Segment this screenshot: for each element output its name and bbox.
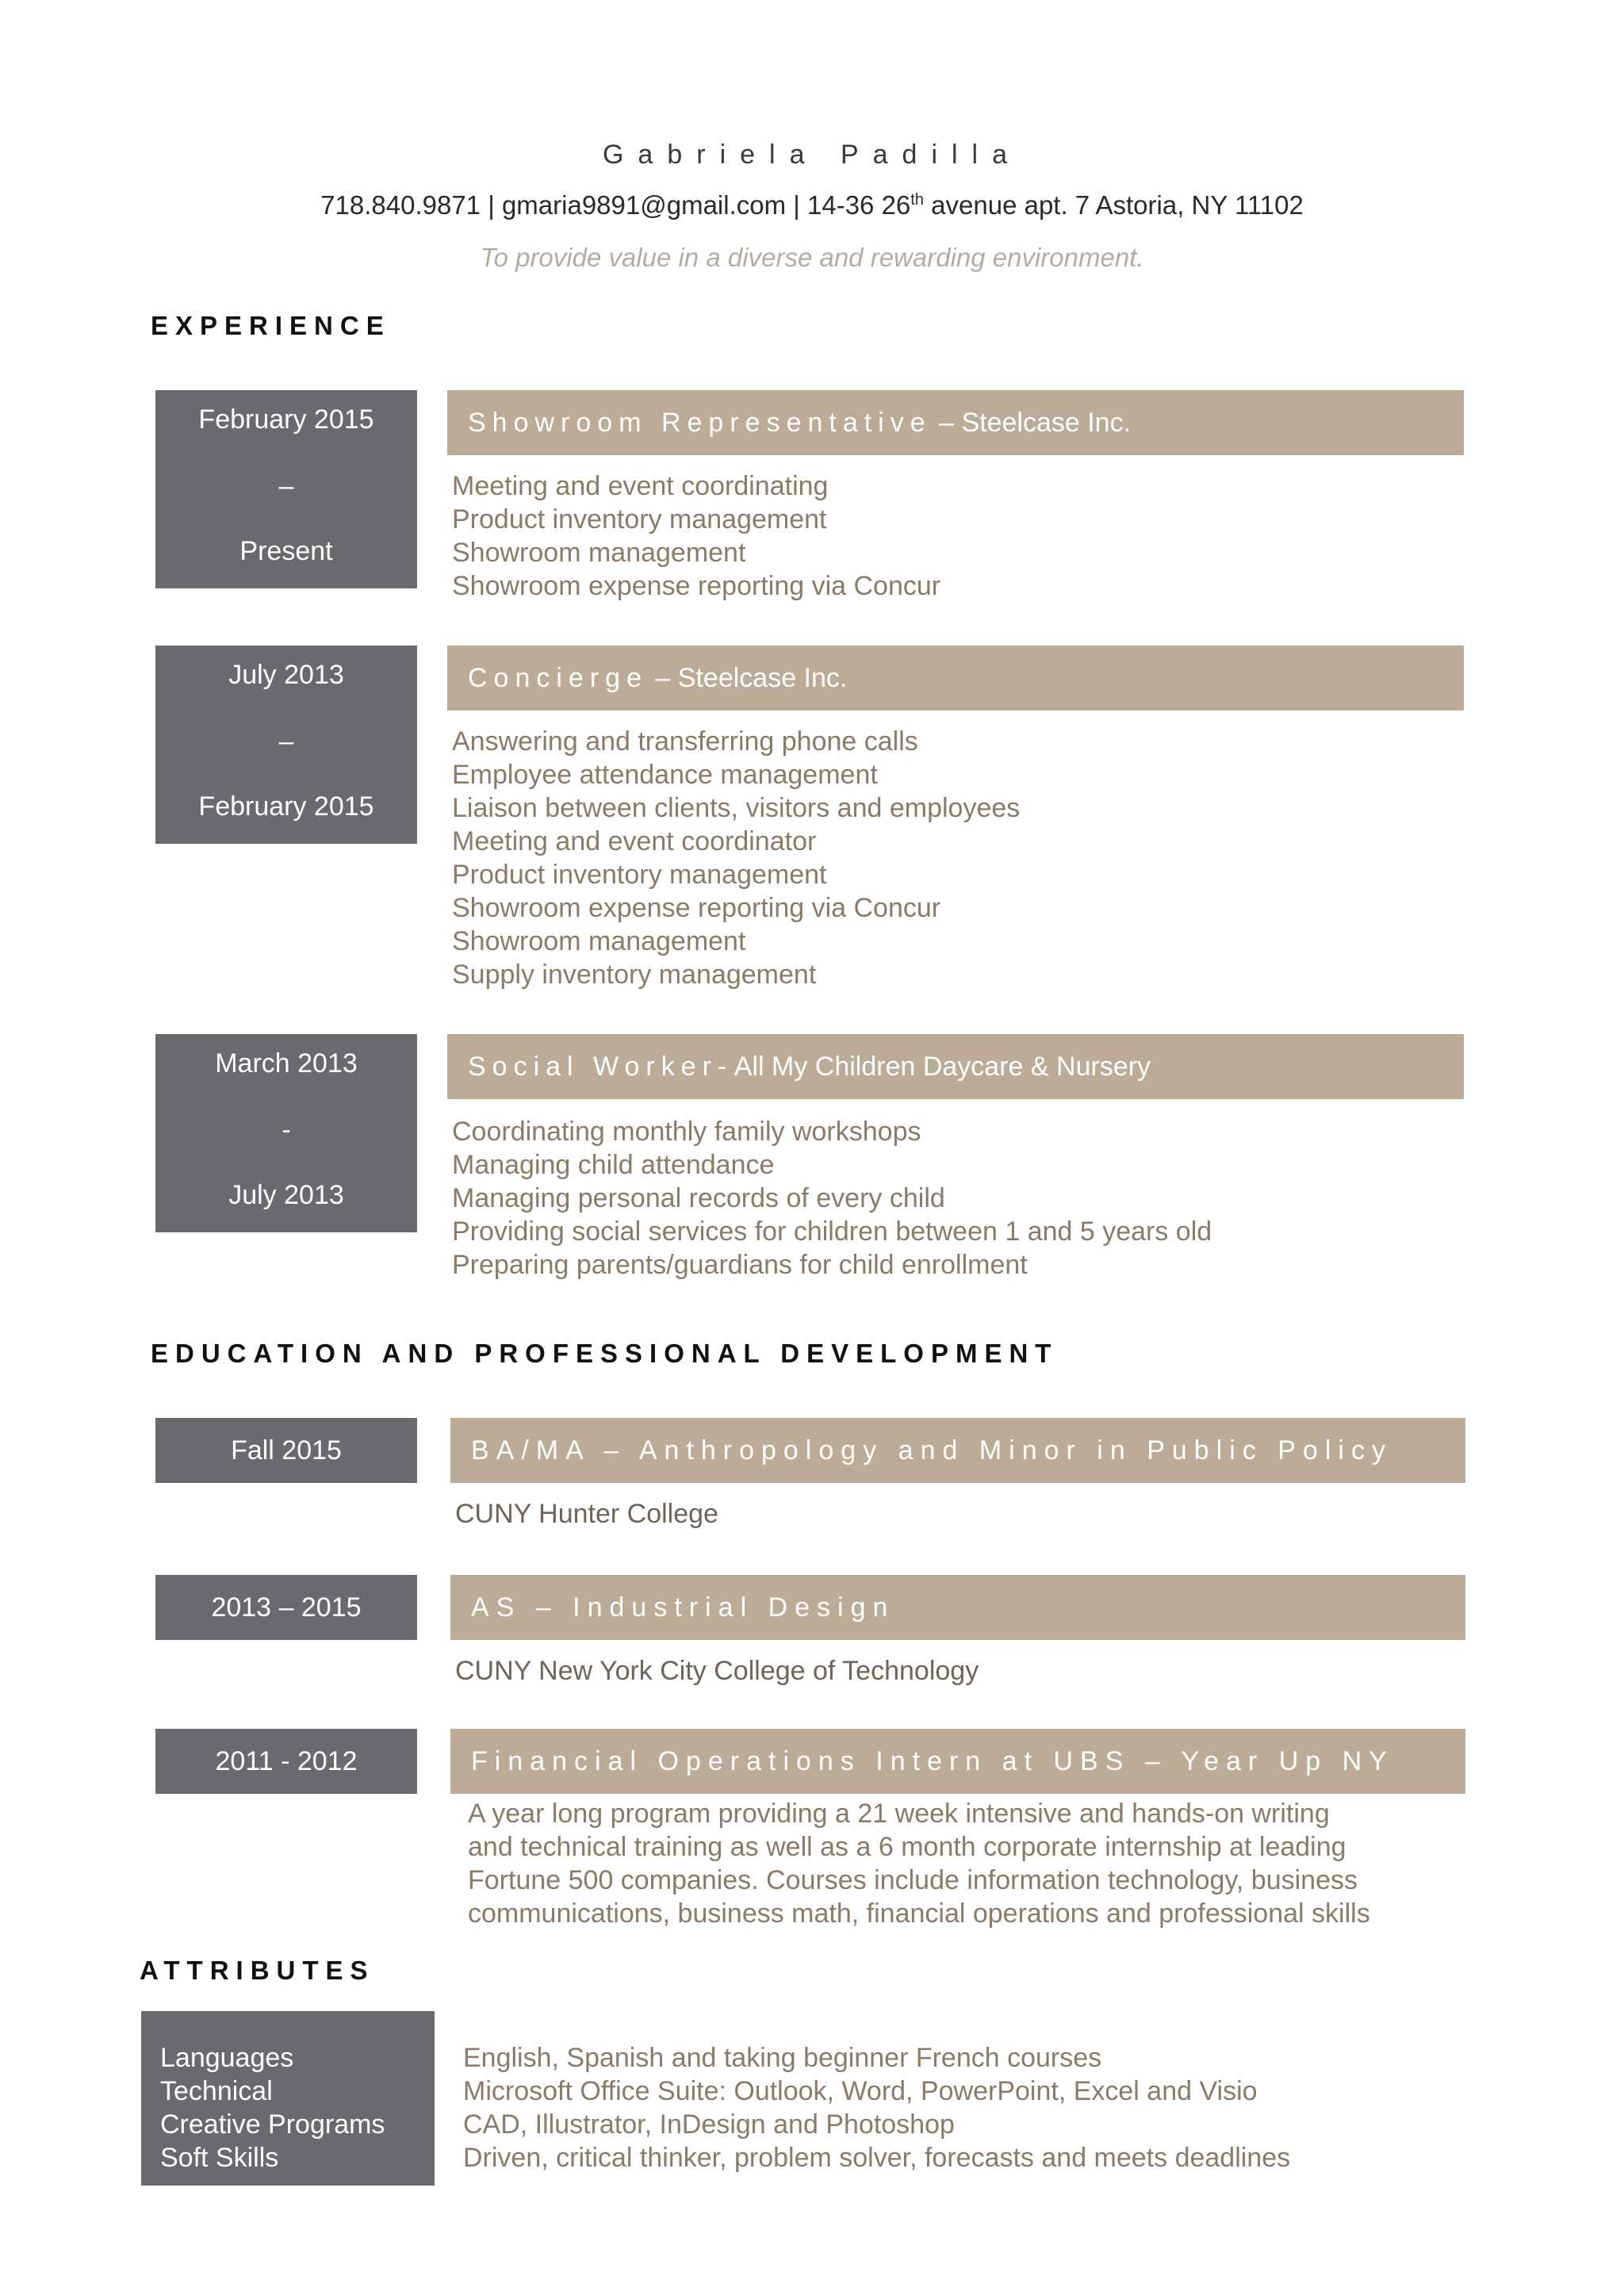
job-duty: Coordinating monthly family workshops [452, 1117, 921, 1147]
education-institution: CUNY Hunter College [455, 1499, 718, 1529]
contact-ordinal-suffix: th [910, 191, 924, 209]
description-line: A year long program providing a 21 week intensive and hands-on writing [468, 1799, 1330, 1829]
education-date: 2011 - 2012 [215, 1746, 358, 1776]
job-date-separator: – [278, 471, 294, 501]
objective-statement: To provide value in a diverse and rewarding environment. [480, 243, 1144, 272]
attribute-label: Soft Skills [160, 2143, 279, 2173]
job-duty: Showroom expense reporting via Concur [452, 893, 941, 923]
education-title-bar [450, 1729, 1465, 1794]
attribute-value: CAD, Illustrator, InDesign and Photoshop [463, 2109, 955, 2140]
job-title-separator: – [647, 662, 678, 693]
job-duty: Product inventory management [452, 504, 827, 534]
job-date-box [155, 390, 417, 588]
job-duty: Preparing parents/guardians for child enrollment [452, 1250, 1028, 1280]
job-title: Showroom Representative [468, 407, 932, 438]
job-date-end: February 2015 [198, 791, 374, 822]
education-date-box [155, 1418, 417, 1483]
job-duty: Liaison between clients, visitors and employees [452, 793, 1021, 823]
contact-phone-email-address: 718.840.9871 | gmaria9891@gmail.com | 14-36 26 [320, 190, 911, 220]
education-date: 2013 – 2015 [211, 1592, 362, 1623]
resume-name: Gabriela Padilla [602, 140, 1022, 170]
attributes-values [463, 2041, 1290, 2174]
contact-line [0, 190, 1624, 220]
job-duty: Managing personal records of every child [452, 1183, 945, 1213]
job-company: Steelcase Inc. [961, 407, 1132, 438]
job-duty: Answering and transferring phone calls [452, 726, 918, 757]
job-duties [452, 725, 1020, 991]
job-duty: Product inventory management [452, 860, 827, 890]
attribute-value: Driven, critical thinker, problem solver, forecasts and meets deadlines [463, 2143, 1291, 2173]
job-date-box [155, 1034, 417, 1232]
education-title: AS – Industrial Design [471, 1592, 895, 1623]
education-title: Financial Operations Intern at UBS – Year Up NY [471, 1745, 1394, 1776]
job-title: Concierge [468, 662, 648, 693]
job-title-bar [447, 390, 1464, 455]
job-date-start: July 2013 [228, 660, 344, 690]
job-duty: Meeting and event coordinating [452, 471, 829, 501]
education-description [468, 1797, 1370, 1930]
education-institution: CUNY New York City College of Technology [455, 1656, 979, 1686]
job-title-separator: – [931, 407, 962, 438]
job-date-box [155, 646, 417, 844]
job-date-start: February 2015 [198, 404, 374, 435]
education-title-bar [450, 1575, 1465, 1640]
attribute-value: English, Spanish and taking beginner French courses [463, 2043, 1102, 2073]
job-date-end: July 2013 [228, 1180, 344, 1210]
section-heading-experience: EXPERIENCE [151, 311, 391, 340]
job-title-bar [447, 646, 1464, 711]
description-line: Fortune 500 companies. Courses include information technology, business [468, 1865, 1358, 1895]
attribute-value: Microsoft Office Suite: Outlook, Word, PowerPoint, Excel and Visio [463, 2076, 1258, 2106]
job-duty: Supply inventory management [452, 960, 817, 990]
job-date-separator: - [282, 1115, 291, 1145]
description-line: communications, business math, financial operations and professional skills [468, 1898, 1370, 1929]
section-heading-attributes: ATTRIBUTES [140, 1956, 375, 1985]
job-duty: Showroom expense reporting via Concur [452, 571, 941, 601]
job-duties [452, 469, 940, 603]
education-date-box [155, 1575, 417, 1640]
education-title: BA/MA – Anthropology and Minor in Public Policy [471, 1435, 1392, 1466]
job-company: Steelcase Inc. [677, 662, 848, 693]
education-title-bar [450, 1418, 1465, 1483]
job-title: Social Worker [468, 1051, 718, 1082]
contact-address-rest: avenue apt. 7 Astoria, NY 11102 [923, 190, 1304, 220]
attribute-label: Languages [160, 2043, 294, 2073]
job-duty: Providing social services for children between 1 and 5 years old [452, 1216, 1212, 1247]
section-heading-education: EDUCATION AND PROFESSIONAL DEVELOPMENT [151, 1339, 1059, 1368]
job-duty: Meeting and event coordinator [452, 826, 817, 856]
job-duty: Managing child attendance [452, 1150, 775, 1180]
education-date-box [155, 1729, 417, 1794]
description-line: and technical training as well as a 6 month corporate internship at leading [468, 1832, 1346, 1862]
attribute-label: Technical [160, 2076, 273, 2106]
job-date-separator: – [278, 726, 294, 757]
job-title-bar [447, 1034, 1464, 1099]
education-date: Fall 2015 [231, 1435, 342, 1466]
attribute-label: Creative Programs [160, 2109, 385, 2140]
job-duty: Showroom management [452, 538, 746, 568]
job-date-start: March 2013 [215, 1048, 358, 1079]
job-title-separator: - [718, 1051, 734, 1082]
job-duty: Employee attendance management [452, 760, 878, 790]
job-duties [452, 1115, 1212, 1282]
attributes-label-box [141, 2011, 435, 2186]
job-duty: Showroom management [452, 926, 746, 956]
job-date-end: Present [239, 536, 333, 566]
job-company: All My Children Daycare & Nursery [733, 1051, 1151, 1082]
